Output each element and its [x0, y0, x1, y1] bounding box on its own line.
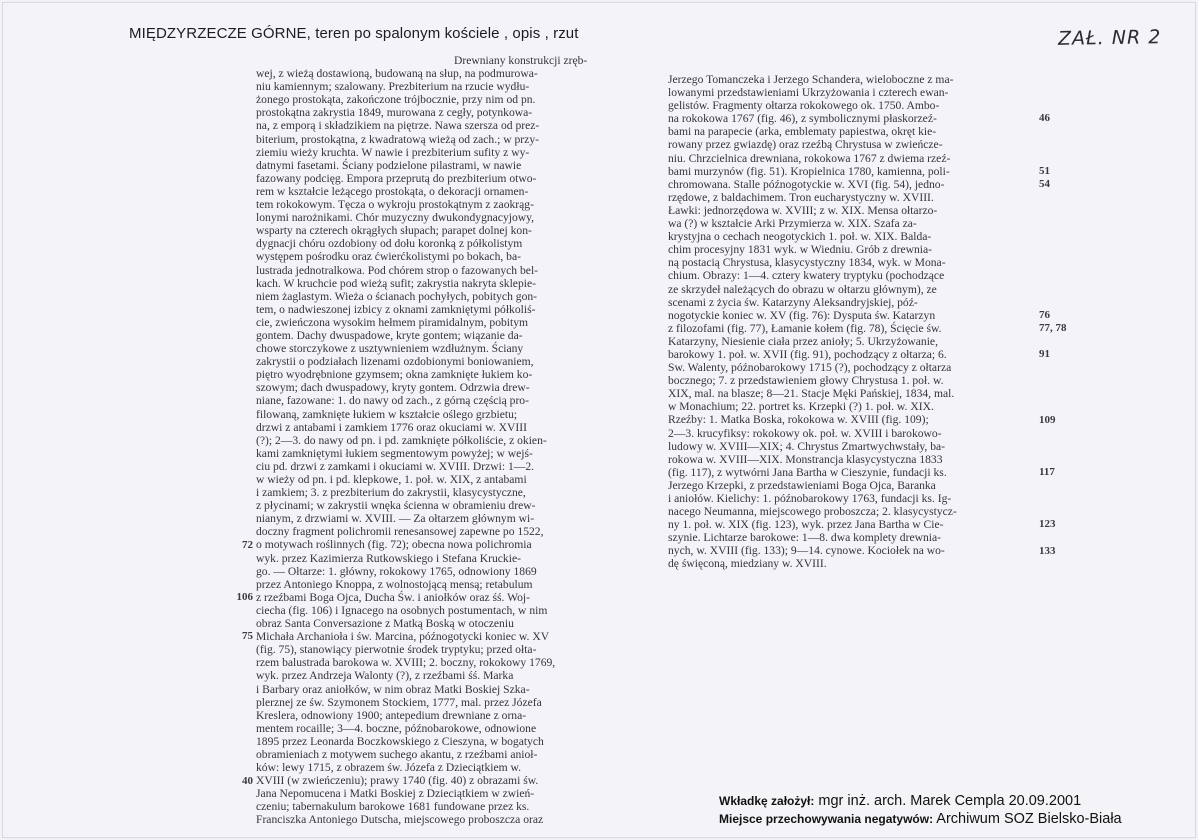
text-line: na, z emporą i składzikiem na piętrze. Nawa szersza od prez-: [256, 119, 540, 133]
text-line: scenami z życia św. Katarzyny Aleksandryjskiej, póź-: [668, 295, 918, 309]
text-line: nogotyckie koniec w. XV (fig. 76): Dysputa św. Katarzyn: [668, 308, 936, 322]
text-line: chromowana. Stalle późnogotyckie w. XVI (fig. 54), jedno-: [668, 177, 945, 191]
margin-figure-number: 133: [1039, 544, 1056, 557]
text-line: żonego prostokąta, zakończone trójbocznie, przy nim od pn.: [256, 93, 536, 107]
text-line: i aniołów. Kielichy: 1. późnobarokowy 1763, fundacji ks. Ig-: [668, 492, 952, 505]
text-line: XIX, mal. na blasze; 8—21. Stacje Męki Pańskiej, 1834, mal.: [668, 387, 955, 401]
handwritten-annotation: ZAŁ. NR 2: [1057, 26, 1162, 50]
text-line: Katarzyny, Niesienie ciała przez anioły; 5. Ukrzyżowanie,: [668, 334, 938, 348]
text-line: go. — Ołtarze: 1. główny, rokokowy 1765, odnowiony 1869: [256, 564, 537, 578]
text-line: cie, zwieńczona wysokim hełmem piramidalnym, pobitym: [256, 315, 529, 329]
text-line: chium. Obrazy: 1—4. cztery kwatery tryptyku (pochodzące: [668, 269, 945, 283]
text-line: niem żaglastym. Wieża o ścianach pochyłych, pobitych gon-: [256, 289, 538, 303]
text-line: nych, w. XVIII (fig. 133); 9—14. cynowe. Kociołek na wo-: [668, 544, 945, 558]
text-line: filowaną, zamknięte łukiem w kształcie oślego grzbietu;: [256, 407, 518, 421]
header-subject: teren po spalonym kościele ,: [315, 25, 509, 42]
text-line: tem rokokowym. Tęcza o wykroju prostokątnym z zaokrąg-: [256, 198, 534, 212]
text-line: datnymi fasetami. Ściany podzielone pilastrami, w nawie: [256, 158, 522, 172]
text-line: z filozofami (fig. 77), Łamanie kołem (fig. 78), Ścięcie św.: [668, 321, 942, 335]
text-line: XVIII (w zwieńczeniu); prawy 1740 (fig. 40) z obrazami św.: [256, 774, 539, 788]
text-line: ze skrzydeł należących do obrazu w ołtarzu głównym), ze: [668, 282, 937, 296]
text-line: mentem rocaille; 3—4. boczne, późnobarokowe, odnowione: [256, 721, 537, 735]
insert-author: mgr inż. arch. Marek Cempla 20.09.2001: [818, 793, 1082, 809]
margin-figure-number: 76: [1039, 308, 1050, 321]
margin-figure-number: 72: [242, 538, 253, 551]
text-line: lowanymi przedstawieniami Ukrzyżowania i czterech ewan-: [668, 86, 949, 100]
text-line: Jana Nepomucena i Matki Boskiej z Dzieciątkiem w zwień-: [256, 787, 535, 801]
text-line: o motywach roślinnych (fig. 72); obecna nowa polichromia: [256, 538, 532, 552]
text-line: czeniu; tabernakulum barokowe 1681 fundowane przez ks.: [256, 800, 530, 814]
text-line: niane, fazowane: 1. do nawy od zach., z górną częścią pro-: [256, 394, 529, 408]
text-line: ziemiu wieży kruchta. W nawie i prezbiterium sufity z wy-: [256, 145, 530, 159]
text-line: piętro wyodrębnione gzymsem; okna zamknięte łukiem ko-: [256, 368, 533, 382]
text-line: niu kamiennym; szalowany. Prezbiterium na rzucie wydłu-: [256, 80, 530, 94]
text-line: Ławki: jednorzędowa w. XVIII; z w. XIX. Mensa ołtarzo-: [668, 203, 938, 217]
text-line: fazowany podcięg. Empora przeprutą do prezbiterium otwo-: [256, 171, 537, 185]
margin-figure-number: 77, 78: [1039, 321, 1067, 334]
text-line: ków: lewy 1715, z obrazem św. Józefa z Dzieciątkiem w.: [256, 761, 522, 775]
text-line: chim procesyjny 1831 wyk. w Wiedniu. Grób z drewnia-: [668, 243, 932, 257]
text-line: lonymi narożnikami. Chór muzyczny dwukondygnacyjowy,: [256, 211, 535, 225]
text-line: kami zamkniętymi łukiem segmentowym powyżej; w wejś-: [256, 446, 533, 460]
margin-figure-number: 46: [1039, 112, 1050, 125]
text-line: gelistów. Fragmenty ołtarza rokokowego ok. 1750. Ambo-: [668, 99, 940, 113]
text-line: plerznej ze św. Szymonem Stockiem, 1777, mal. przez Józefa: [256, 695, 542, 709]
text-line: ną postacią Chrystusa, klasycystyczny 1834, wyk. w Mona-: [668, 256, 946, 270]
text-line: obramieniach z motywem suchego akantu, z rzeźbami anioł-: [256, 747, 538, 761]
text-line: ciu pd. drzwi z zamkami i okuciami w. XVIII. Drzwi: 1—2.: [256, 459, 535, 473]
text-line: ny 1. poł. w. XIX (fig. 123), wyk. przez Jana Bartha w Cie-: [668, 518, 944, 532]
document-header: [129, 25, 579, 42]
text-line: nacego Neumanna, miejscowego proboszcza; 2. klasycystycz-: [668, 505, 957, 519]
text-line: 2—3. krucyfiksy: rokokowy ok. poł. w. XVIII i barokowo-: [668, 426, 942, 440]
text-line: dygnacji chóru ozdobiony od dołu koronką z półkolistym: [256, 237, 523, 251]
text-line: Kreslera, odnowiony 1900; antepedium drewniane z orna-: [256, 708, 527, 722]
margin-figure-number: 51: [1039, 164, 1050, 177]
footer-insert-line: [719, 793, 1081, 809]
header-place: MIĘDZYRZECZE GÓRNE,: [129, 25, 311, 42]
storage-label: Miejsce przechowywania negatywów:: [719, 812, 934, 826]
left-text-column: [256, 54, 633, 827]
margin-figure-number: 75: [242, 630, 253, 643]
text-line: ciecha (fig. 106) i Ignacego na osobnych postumentach, w nim: [256, 603, 548, 617]
text-line: obraz Santa Conversazione z Matką Boską w otoczeniu: [256, 617, 514, 631]
text-line: Franciszka Antoniego Dutscha, miejscowego proboszcza oraz: [256, 813, 544, 827]
text-line: prostokątna zakrystia 1849, murowana z cegły, potynkowa-: [256, 106, 533, 120]
text-line: ludowy w. XVIII—XIX; 4. Chrystus Zmartwychwstały, ba-: [668, 439, 946, 453]
text-line: bocznego; 7. z przedstawieniem głowy Chrystusa 1. poł. w.: [668, 374, 944, 388]
text-line: występem pośrodku oraz ćwierćkolistymi po bokach, ba-: [256, 250, 521, 264]
text-line: w wieży od pn. i pd. klepkowe, 1. poł. w. XIX, z antabami: [256, 473, 527, 486]
text-line: krystyjna o cechach neogotyckich 1. poł. w. XIX. Balda-: [668, 230, 932, 244]
storage-place: Archiwum SOZ Bielsko-Biała: [936, 811, 1122, 827]
text-line: wsparty na czterech okrągłych słupach; parapet dolnej kon-: [256, 224, 532, 238]
text-line: przez Antoniego Knoppa, z wolnostojącą mensą; retabulum: [256, 577, 533, 591]
text-line: Michała Archanioła i św. Marcina, późnogotycki koniec w. XV: [256, 630, 550, 644]
text-line: Jerzego Tomanczeka i Jerzego Schandera, wieloboczne z ma-: [668, 73, 954, 86]
text-line: bami na parapecie (arka, emblematy papiestwa, okręt kie-: [668, 125, 937, 139]
margin-figure-number: 123: [1039, 518, 1056, 531]
text-line: (?); 2—3. do nawy od pn. i pd. zamknięte półkoliście, z okien-: [256, 433, 547, 447]
text-line: i Barbary oraz aniołków, w nim obraz Matki Boskiej Szka-: [256, 682, 530, 696]
text-line: z rzeźbami Boga Ojca, Ducha Św. i aniołków oraz śś. Woj-: [256, 590, 531, 604]
text-line: i zamkiem; 3. z prezbiterium do zakrystii, klasycystyczne,: [256, 486, 526, 500]
text-line: rzem balustrada barokowa w. XVIII; 2. boczny, rokokowy 1769,: [256, 656, 556, 670]
margin-figure-number: 91: [1039, 348, 1050, 361]
text-line: rokowa w. XVIII—XIX. Monstrancja klasycystyczna 1833: [668, 452, 943, 466]
text-line: szowym; dach dwuspadowy, kryty gontem. Odrzwia drew-: [256, 381, 530, 395]
margin-figure-number: 40: [242, 774, 253, 787]
text-line: z płycinami; w zakrystii wnęka ścienna w obramieniu drew-: [256, 499, 536, 513]
footer-storage-line: [719, 811, 1122, 827]
margin-figure-number: 54: [1039, 177, 1050, 190]
text-line: szynie. Lichtarze barokowe: 1—8. dwa komplety drewnia-: [668, 531, 942, 545]
text-line: Rzeźby: 1. Matka Boska, rokokowa w. XVIII (fig. 109);: [668, 413, 929, 427]
text-line: (fig. 75), stanowiący pierwotnie środek tryptyku; przed ołta-: [256, 643, 537, 657]
header-opis: opis , rzut: [512, 25, 579, 42]
insert-label: Wkładkę założył:: [719, 794, 815, 808]
text-line: wyk. przez Kazimierza Rutkowskiego i Stefana Kruckie-: [256, 551, 521, 565]
text-line: wej, z wieżą dostawioną, budowaną na słup, na podmurowa-: [256, 67, 538, 81]
text-line: wyk. przez Andrzeja Walonty (?), z rzeźbami śś. Marka: [256, 669, 514, 683]
text-line: 1895 przez Leonarda Boczkowskiego z Cieszyna, w bogatych: [256, 734, 544, 748]
text-line: rzędowe, z baldachimem. Tron eucharystyczny w. XVIII.: [668, 190, 934, 204]
text-line: tem, o nadwieszonej izbicy z oknami zamkniętymi półkoliś-: [256, 302, 536, 316]
text-line: doczny fragment polichromii renesansowej zapewne po 1522,: [256, 525, 544, 539]
text-line: rowany przez gwiazdę) oraz rzeźbą Chrystusa w zwieńcze-: [668, 138, 943, 152]
text-line: biterium, prostokątna, z kwadratową wieżą od zach.; w przy-: [256, 132, 539, 146]
text-line: na rokokowa 1767 (fig. 46), z symbolicznymi płaskorzeź-: [668, 112, 937, 126]
margin-figure-number: 117: [1039, 466, 1055, 478]
text-line: nianym, z drzwiami w. XVIII. — Za ołtarzem głównym wi-: [256, 512, 535, 526]
text-line: lustrada jednotralkowa. Pod chórem strop o fazowanych bel-: [256, 263, 539, 277]
text-line: dę święconą, miedziany w. XVIII.: [668, 557, 827, 571]
text-line: niu. Chrzcielnica drewniana, rokokowa 1767 z dwiema rzeź-: [668, 151, 951, 165]
text-line: bami murzynów (fig. 51). Kropielnica 1780, kamienna, poli-: [668, 164, 950, 178]
text-line: Sw. Walenty, późnobarokowy 1715 (?), pochodzący z ołtarza: [668, 361, 952, 375]
text-line: drzwi z antabami i zamkiem 1776 oraz okuciami w. XVIII: [256, 420, 527, 434]
text-line: chowe storczykowe z usztywnieniem wzdłużnym. Ściany: [256, 342, 524, 356]
text-line: w Monachium; 22. portret ks. Krzepki (?) 1. poł. w. XIX.: [668, 400, 934, 414]
text-line: wa (?) w kształcie Arki Przymierza w. XIX. Szafa za-: [668, 217, 917, 231]
margin-figure-number: 106: [236, 591, 253, 604]
margin-figure-number: 109: [1039, 413, 1056, 426]
text-line: rem w kształcie leżącego prostokąta, o dekoracji ornamen-: [256, 184, 529, 198]
text-line: kach. W kruchcie pod wieżą sufit; zakrystia nakryta sklepie-: [256, 276, 536, 290]
text-line: gontem. Dachy dwuspadowe, kryte gontem; wiązanie da-: [256, 328, 523, 342]
right-text-column: [668, 73, 1034, 571]
document-page: [2, 2, 1196, 838]
text-line: barokowy 1. poł. w. XVII (fig. 91), pochodzący z ołtarza; 6.: [668, 347, 947, 361]
text-line: Drewniany konstrukcji zręb-: [454, 54, 588, 67]
text-line: zakrystii o podziałach lizenami ozdobionymi boniowaniem,: [256, 355, 534, 369]
text-line: (fig. 117), z wytwórni Jana Bartha w Cieszynie, fundacji ks.: [668, 465, 947, 479]
text-line: Jerzego Krzepki, z przedstawieniami Boga Ojca, Baranka: [668, 478, 936, 492]
